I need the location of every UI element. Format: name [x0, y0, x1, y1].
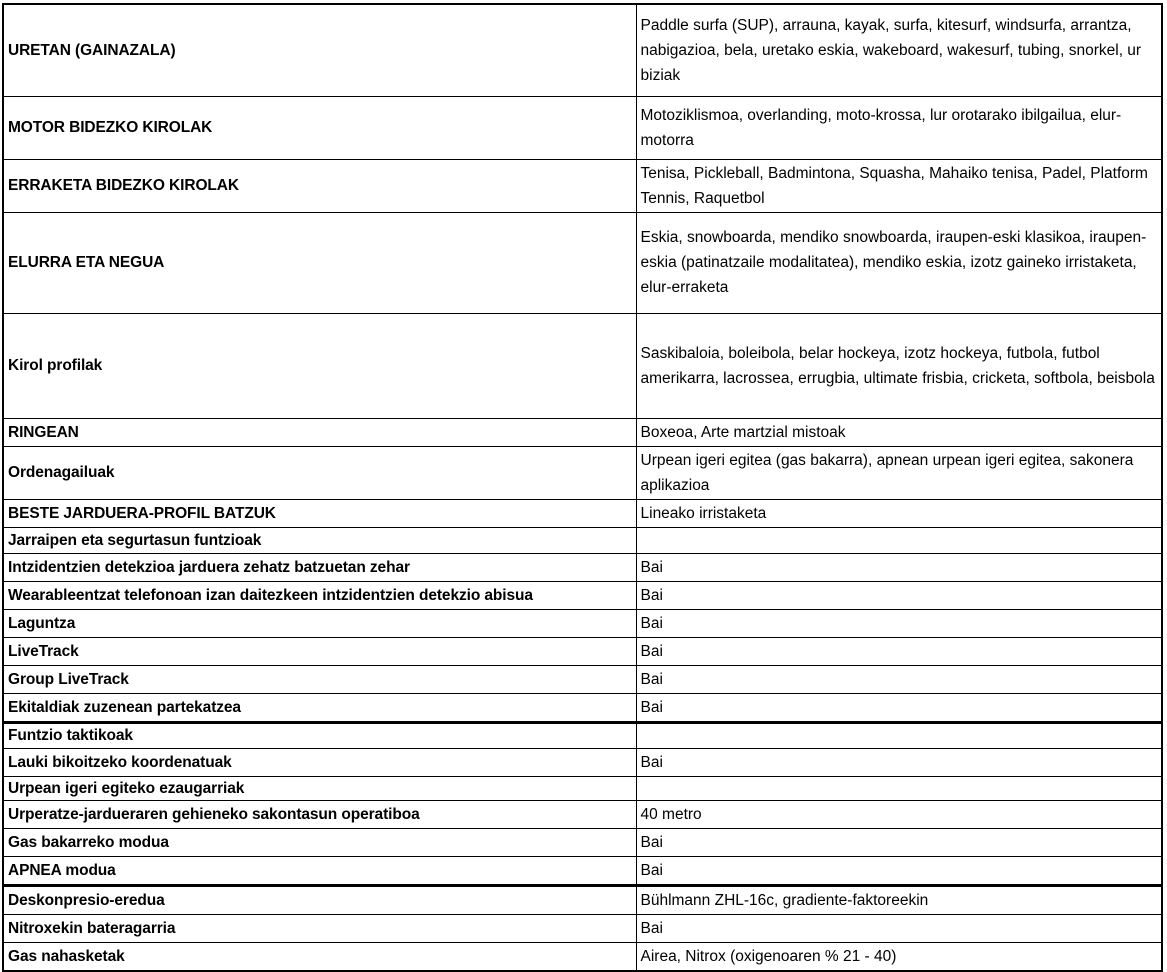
spec-table [2, 3, 1163, 972]
feature-value: Urpean igeri egitea (gas bakarra), apnean urpean igeri egitea, sakonera aplikazioa [636, 446, 1162, 499]
feature-label: Lauki bikoitzeko koordenatuak [3, 748, 636, 776]
feature-label: Ordenagailuak [3, 446, 636, 499]
feature-label: Gas bakarreko modua [3, 828, 636, 856]
table-row [3, 212, 1162, 313]
feature-value: Bai [636, 665, 1162, 693]
feature-label: LiveTrack [3, 637, 636, 665]
table-row [3, 856, 1162, 885]
feature-label: ERRAKETA BIDEZKO KIROLAK [3, 159, 636, 212]
feature-value: Bai [636, 637, 1162, 665]
feature-label: URETAN (GAINAZALA) [3, 4, 636, 96]
feature-label: BESTE JARDUERA-PROFIL BATZUK [3, 499, 636, 527]
table-row [3, 609, 1162, 637]
feature-value: Lineako irristaketa [636, 499, 1162, 527]
table-row [3, 722, 1162, 748]
table-row [3, 748, 1162, 776]
feature-value: Boxeoa, Arte martzial mistoak [636, 418, 1162, 446]
feature-value: Bai [636, 856, 1162, 885]
feature-value [636, 527, 1162, 553]
feature-value: Bai [636, 693, 1162, 722]
feature-label: MOTOR BIDEZKO KIROLAK [3, 96, 636, 159]
feature-value: Bai [636, 581, 1162, 609]
feature-label: ELURRA ETA NEGUA [3, 212, 636, 313]
table-row [3, 553, 1162, 581]
feature-label: Funtzio taktikoak [3, 722, 636, 748]
feature-label: Ekitaldiak zuzenean partekatzea [3, 693, 636, 722]
feature-value: Bühlmann ZHL-16c, gradiente-faktoreekin [636, 885, 1162, 914]
table-row [3, 418, 1162, 446]
feature-label: Laguntza [3, 609, 636, 637]
feature-label: Kirol profilak [3, 313, 636, 418]
table-row [3, 693, 1162, 722]
table-row [3, 885, 1162, 914]
feature-label: Urpean igeri egiteko ezaugarriak [3, 776, 636, 800]
feature-label: RINGEAN [3, 418, 636, 446]
feature-value: Bai [636, 914, 1162, 942]
feature-label: Gas nahasketak [3, 942, 636, 971]
feature-value: Bai [636, 553, 1162, 581]
table-row [3, 527, 1162, 553]
table-row [3, 4, 1162, 96]
feature-value: Eskia, snowboarda, mendiko snowboarda, iraupen-eski klasikoa, iraupen-eskia (patinatzaile modalitatea), mendiko eskia, izotz gaineko irristaketa, elur-erraketa [636, 212, 1162, 313]
feature-label: Nitroxekin bateragarria [3, 914, 636, 942]
table-row [3, 942, 1162, 971]
feature-label: Wearableentzat telefonoan izan daitezkeen intzidentzien detekzio abisua [3, 581, 636, 609]
feature-label: APNEA modua [3, 856, 636, 885]
feature-value [636, 776, 1162, 800]
table-row [3, 499, 1162, 527]
feature-value: Tenisa, Pickleball, Badmintona, Squasha, Mahaiko tenisa, Padel, Platform Tennis, Raquetbol [636, 159, 1162, 212]
table-row [3, 637, 1162, 665]
feature-label: Group LiveTrack [3, 665, 636, 693]
table-row [3, 446, 1162, 499]
feature-label: Deskonpresio-eredua [3, 885, 636, 914]
table-row [3, 581, 1162, 609]
feature-value: Bai [636, 609, 1162, 637]
feature-value: Bai [636, 748, 1162, 776]
table-row [3, 776, 1162, 800]
feature-label: Intzidentzien detekzioa jarduera zehatz batzuetan zehar [3, 553, 636, 581]
feature-label: Urperatze-jardueraren gehieneko sakontasun operatiboa [3, 800, 636, 828]
feature-value: Saskibaloia, boleibola, belar hockeya, izotz hockeya, futbola, futbol amerikarra, lacrossea, errugbia, ultimate frisbia, cricketa, softbola, beisbola [636, 313, 1162, 418]
table-row [3, 828, 1162, 856]
table-row [3, 665, 1162, 693]
feature-value: 40 metro [636, 800, 1162, 828]
table-row [3, 800, 1162, 828]
feature-value [636, 722, 1162, 748]
table-row [3, 914, 1162, 942]
feature-value: Paddle surfa (SUP), arrauna, kayak, surfa, kitesurf, windsurfa, arrantza, nabigazioa, bela, uretako eskia, wakeboard, wakesurf, tubing, snorkel, ur biziak [636, 4, 1162, 96]
feature-label: Jarraipen eta segurtasun funtzioak [3, 527, 636, 553]
table-row [3, 96, 1162, 159]
table-row [3, 159, 1162, 212]
feature-value: Motoziklismoa, overlanding, moto-krossa, lur orotarako ibilgailua, elur-motorra [636, 96, 1162, 159]
feature-value: Airea, Nitrox (oxigenoaren % 21 - 40) [636, 942, 1162, 971]
feature-value: Bai [636, 828, 1162, 856]
table-row [3, 313, 1162, 418]
